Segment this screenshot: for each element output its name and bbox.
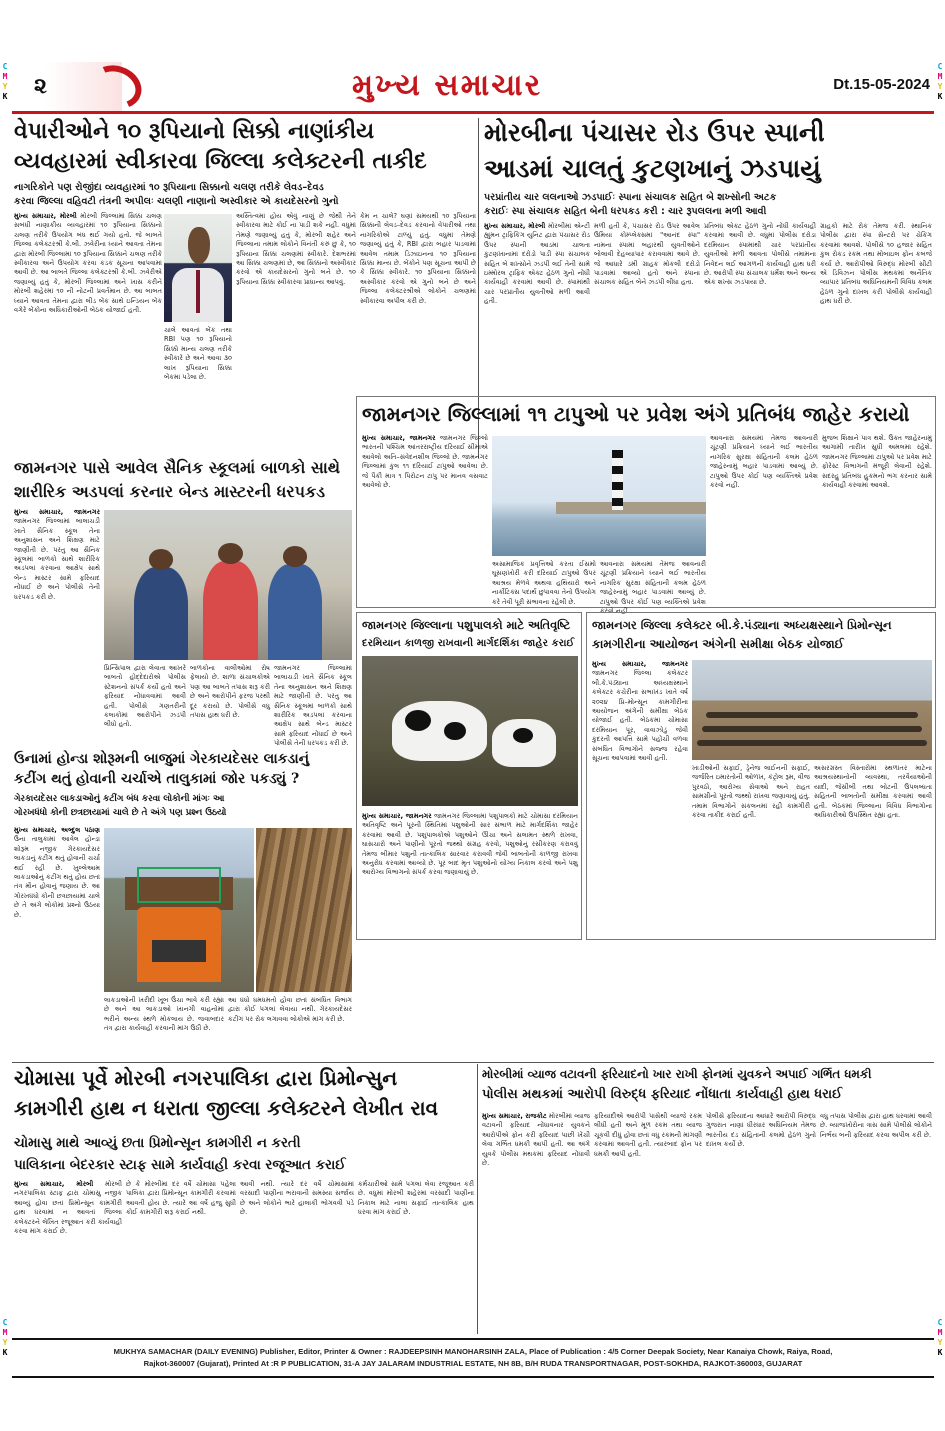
interest-body-col1: મુખ્ય સમાચાર, રાજકોટ મોરબીમાં વ્યાજ વટાવની ફરિયાદ નોંધાવનાર યુવકને આરોપીએ ફોન કરી ફરિયાદ પાછી ખેંચી લેવા ગર્ભિત ધમકી આપી હતી. આ અંગે યુવકે પોલીસ મથકમાં ફરિયાદ નોંધાવી છે. (482, 1112, 590, 1168)
registration-marks-left: C M Y K (2, 62, 8, 101)
morbi-monsoon-body-col4: કર્મચારીઓ સામે પગલાં લેવા રજૂઆત કરી છે. વધુમાં મોરબી શહેરમાં વરસાદી પાણીના નિકાલ માટે નાલા સફાઈ તાત્કાલિક હાથ ધરવા માંગ કરાઈ છે. (358, 1180, 474, 1217)
morbi-monsoon-body-col2: છે કે મોરબીમાં દર વર્ષે ચોમાસા પહેલા પાલિકા દ્વારા પ્રિમોન્સૂન કામગીરી કરવામાં આવતી હોય છે. ત્યારે આ વર્ષે હજુ સુધી કોઈ કામગીરી શરૂ કરાઈ નથી. (126, 1180, 236, 1217)
school-byline: મુખ્ય સમાચાર, જામનગર (14, 508, 100, 516)
premonsoon-jam-body-col1: મુખ્ય સમાચાર, જામનગર જામનગર જિલ્લા કલેક્ટર બી.કે.પંડ્યાના અધ્યક્ષસ્થાને કલેક્ટર કચેરીના સભાખંડ ખાતે વર્ષ ૨૦૨૪ પ્રિ–મોન્સૂન કામગીરીના આયોજન અંગેની સમીક્ષા બેઠક યોજાઈ હતી. બેઠકમાં ચોમાસા દરમિયાન પૂર, વાવાઝોડું જેવી કુદરતી આપત્તિ સામે પહોંચી વળવા સંબંધિત વિભાગોને સજ્જ રહેવા સૂચના આપવામાં આવી હતી. (592, 660, 688, 763)
spa-body-col1: મુખ્ય સમાચાર, મોરબી મોરબીમાં એન્ટી હ્યુમન ટ્રાફિકિંગ યુનિટ દ્વારા પંચાસર રોડ ઉપર સ્પાની આડમાં ચાલતા કુટણખાનામાં દરોડો પાડી સ્પા સંચાલક સહિત બે શખ્સોને ઝડપી લઈ તેની સામે ઇમ્મોરલ ટ્રાફિક એક્ટ હેઠળ ગુનો નોંધી કાર્યવાહી કરવામાં આવી છે. સ્પામાંથી ચાર પરપ્રાંતીય યુવતીઓ મળી આવી હતી. (484, 222, 590, 306)
registration-marks-left-bottom: C M Y K (2, 1318, 8, 1357)
school-body-col3: બાળકોના વાલીઓમાં રોષ ફેલાયો છે. શાળા સંચાલકોએ પણ આ બાબતે તપાસ શરૂ કરી છે અને આરોપીને ફરજ પરથી દૂર કરાયો છે. પોલીસે વધુ તપાસ હાથ ધરી છે. (190, 664, 270, 720)
registration-marks-right: C M Y K (937, 62, 943, 101)
coin-headline-1: વેપારીઓને ૧૦ રૂપિયાનો સિક્કો નાણાંકીય (14, 118, 375, 144)
cattle-byline: મુખ્ય સમાચાર, જામનગર (362, 812, 432, 820)
islands-headline: જામનગર જિલ્લામાં ૧૧ ટાપુઓ પર પ્રવેશ અંગે પ્રતિબંધ જાહેર કરાયો (362, 402, 910, 426)
morbi-monsoon-headline-1: ચોમાસા પૂર્વે મોરબી નગરપાલિકા દ્વારા પ્રિમોન્સુન (14, 1066, 398, 1090)
imprint-line-1: MUKHYA SAMACHAR (DAILY EVENING) Publisher, Editor, Printer & Owner : RAJDEEPSINH MANOHARSINH ZALA, Place of Publication : 4/5 Corner Deepak Society, Near Kanaiya Chowk, Raiya, Road, (113, 1347, 833, 1356)
issue-date: Dt.15-05-2024 (833, 76, 930, 93)
imprint-footer (12, 1338, 934, 1378)
morbi-monsoon-headline-2: કામગીરી હાથ ન ધરાતા જીલ્લા કલેક્ટરને લેખીત રાવ (14, 1096, 439, 1120)
interest-body-col4: વધુ તપાસ પોલીસ દ્વારા હાથ ધરવામાં આવી છે. વ્યાજખોરોના ત્રાસ સામે પોલીસે લોકોને નિર્ભય બની ફરિયાદ કરવા અપીલ કરી છે. (820, 1112, 932, 1139)
coin-caption: ચાલે આવતાં બેંક તથા RBI પણ ૧૦ રૂપિયાનો સિક્કો માન્ય ચલણ તરીકે સ્વીકારે છે અને આવા ૩૦ લાખ રૂપિયાના સિક્કા બેંકમાં પડેલા છે. (164, 326, 232, 382)
interest-body-col3: પોલીસે ફરિયાદના આધારે આરોપી વિરુદ્ધ ગુજરાત નાણાં ધીરધાર અધિનિયમ તેમજ ભારતીય દંડ સંહિતાની કલમો હેઠળ ગુનો દાખલ કર્યો છે. (706, 1112, 816, 1149)
section-divider (12, 1062, 934, 1063)
school-body-col4: જામનગર જિલ્લામાં બાલાચડી ખાતે સૈનિક સ્કૂલ તેના અનુશાસન અને શિક્ષણ માટે જાણીતી છે. પરંતુ આ સૈનિક સ્કૂલમાં બાળકો સાથે શારીરિક અડપલાં કરવાના આક્ષેપ સાથે બેન્ડ માસ્ટર સામે ફરિયાદ નોંધાઈ છે અને પોલીસે તેની ધરપકડ કરી છે. (274, 664, 352, 748)
truck-photo (104, 828, 254, 992)
una-kicker-1: ગેરકાયદેસર લાકડાઓનું કટીંગ બંધ કરવા લોકોની માંગઃ આ (14, 794, 225, 804)
morbi-monsoon-kicker-2: પાલિકાના બેદરકાર સ્ટાફ સામે કાર્યવાહી કરવા રજૂઆત કરાઈ (14, 1158, 346, 1173)
page-number-block (12, 62, 122, 111)
interest-headline-2: પોલીસ મથકમાં આરોપી વિરુદ્ધ ફરિયાદ નોંધાતા કાર્યવાહી હાથ ધરાઈ (482, 1087, 843, 1102)
coin-body-col3: કેમ ન ચાલે? ઘણાં સમયથી ૧૦ રૂપિયાના સિક્કાની લેવડ–દેવડ કરવાનો વેપારીઓ તથા નાગરિકોએ ટાળ્યું હતું. વધુમાં તેમણે જણાવ્યું હતું કે, RBI દ્વારા બહાર પાડવામાં આવેલ તમામ ડિઝાઇનના ૧૦ રૂપિયાના સિક્કા માન્ય છે. બેંકોને પણ સૂચના આપી છે કે સિક્કા સ્વીકારે. ૧૦ રૂપિયાના સિક્કાનો અસ્વીકાર કરવો એ ગુનો બને છે અને જિલ્લા કલેક્ટરશ્રીએ લોકોને ચલણમાં સ્વીકારવા અપીલ કરી છે. (360, 212, 476, 305)
collector-portrait-photo (164, 214, 232, 322)
swoosh-logo-icon (84, 58, 147, 115)
coin-kicker-2: કરવા જિલ્લા વહિવટી તંત્રની અપીલઃ ચલણી નાણાનો અસ્વીકાર એ કાયદેસરનો ગુનો (14, 196, 339, 207)
islands-body-col1: મુખ્ય સમાચાર, જામનગર જામનગર જિલ્લો ભારતની પશ્ચિમ આંતરરાષ્ટ્રીય દરિયાઈ સીમાએ આવેલો અતિ–સંવેદનશીલ જિલ્લો છે. જામનગર જિલ્લામાં કુલ ૧૧ દરિયાઈ ટાપુઓ આવેલા છે. જે પૈકી માત્ર ૧ પિરોટન ટાપુ પર માનવ વસવાટ આવેલો છે. (362, 434, 488, 490)
una-headline-2: કટીંગ થતું હોવાની ચર્ચાએ તાલુકામાં જોર પકડ્યું ? (14, 771, 300, 787)
school-body-col2: પ્રિન્સિપાલ દ્વારા લેવાતા આખરે બાબતો હોદ્દેદારોએ પોલીસ સ્ટેશનનો સંપર્ક કર્યો હતો અને ફરિયાદ નોંધાવવામાં આવી હતી. પોલીસે ગણતરીની કલાકોમાં આરોપીને ઝડપી લીધો હતો. (104, 664, 186, 729)
coin-headline-2: વ્યવહારમાં સ્વીકારવા જિલ્લા કલેક્ટરની તાકીદ (14, 148, 427, 174)
school-body-col1: મુખ્ય સમાચાર, જામનગર જામનગર જિલ્લામાં બાલાચડી ખાતે સૈનિક સ્કૂલ તેના અનુશાસન અને શિક્ષણ માટે જાણીતી છે. પરંતુ આ સૈનિક સ્કૂલમાં બાળકો સાથે શારીરિક અડપલાં કરવાના આક્ષેપ સાથે બેન્ડ માસ્ટર સામે ફરિયાદ નોંધાઈ છે અને પોલીસે તેની ધરપકડ કરી છે. (14, 508, 100, 601)
cattle-body: મુખ્ય સમાચાર, જામનગર જામનગર જિલ્લામાં પશુપાલકો માટે ચોમાસા દરમિયાન અતિવૃષ્ટિ અને પૂરની સ્થિતિમાં પશુઓની સાર સંભાળ માટે માર્ગદર્શિકા જાહેર કરવામાં આવી છે. પશુપાલકોએ પશુઓને ઊંચા અને સલામત સ્થળે રાખવા, ઘાસચારો અને પાણીનો પૂરતો જથ્થો સંગ્રહ કરવો, પશુઓનું રસીકરણ કરાવવું તેમજ બીમાર પશુની તાત્કાલિક સારવાર કરાવવી જેવી બાબતોની કાળજી રાખવા અનુરોધ કરવામાં આવ્યો છે. પૂર બાદ મૃત પશુઓનો યોગ્ય નિકાલ કરવો અને પશુ આરોગ્ય વિભાગનો સંપર્ક કરવા જણાવાયું છે. (362, 812, 578, 877)
registration-marks-right-bottom: C M Y K (937, 1318, 943, 1357)
arrest-photo (104, 510, 352, 660)
spa-byline: મુખ્ય સમાચાર, મોરબી (484, 222, 546, 230)
column-divider-bottom (477, 1064, 478, 1334)
logs-photo (256, 828, 352, 992)
cattle-headline-1: જામનગર જિલ્લાના પશુપાલકો માટે અતિવૃષ્ટિ (362, 618, 571, 632)
coin-body-col1: મુખ્ય સમાચાર, મોરબી મોરબી જિલ્લામાં સિક્કા ચલણ સબંધી નાણાકીય વ્યવહારમાં ૧૦ રૂપિયાના સિક્કાનો ચલણ તરીકે ઉપયોગ બંધ થઈ ગયો હતો. જે બાબતે જિલ્લા કલેક્ટરશ્રી કે.બી. ઝવેરીના ધ્યાને આવતા તેમના દ્વારા મોરબી જિલ્લામાં ૧૦ રૂપિયાના સિક્કાને ચલણ તરીકે સ્વીકારવા અને ઉપયોગ કરવા કડક સૂચના આપવામાં આવી છે. આ બાબતે જિલ્લા કલેક્ટરશ્રી કે.બી. ઝવેરીએ જણાવ્યું હતું કે, મોરબી જિલ્લામાં અને ખાસ કરીને મોરબી શહેરમાં ૧૦ ની નોટની પ્રવર્તમાન છે. આ બાબત ધ્યાને આવતા તેમના દ્વારા લીડ બેંક સાથે ઇન્ડિયન બેંક વગેરે બેંકોના અધિકારીઓની બેઠક યોજાઈ હતી. (14, 212, 162, 315)
interest-body-col2: ફરિયાદીએ આરોપી પાસેથી વ્યાજે રકમ લીધી હતી અને મૂળ રકમ તથા વ્યાજ ચૂકવી દીધું હોવા છતાં વધુ રકમની માંગણી કરવામાં આવતી હતી. ત્યારબાદ ફોન પર ધમકી આપી હતી. (594, 1112, 702, 1158)
spa-body-col3: પ્રતિબંધ એક્ટ હેઠળ ગુનો નોંધી કાર્યવાહી કરવામાં આવી છે. વધુમાં પોલીસ દરોડા દરમિયાન સ્પામાંથી ચાર પરપ્રાંતીય યુવતીઓ મળી આવતા પોલીસે તમામના નિવેદન લઈ આગળની કાર્યવાહી હાથ ધરી છે. આરોપી સ્પા સંચાલક ધર્મેશ અને અન્ય એક શખ્સ ઝડપાયા છે. (704, 222, 816, 287)
islands-body-col3: આવનારા સમયમાં તેમજ આવનારી ચૂંટણી પ્રક્રિયાને ધ્યાને લઈ ભારતીય નાગરિક સુરક્ષા સંહિતાની કલમ હેઠળ જાહેરનામું બહાર પાડવામાં આવ્યું છે. ટાપુઓ ઉપર કોઈ પણ વ્યક્તિએ પ્રવેશ કરવો નહીં. (600, 560, 706, 616)
una-byline: મુખ્ય સમાચાર, અબ્દુલ પઠાણ (14, 826, 100, 834)
cattle-headline-2: દરમિયાન કાળજી રાખવાની માર્ગદર્શિકા જાહેર કરાઈ (362, 637, 575, 649)
premonsoon-jam-headline-1: જામનગર જિલ્લા કલેક્ટર બી.કે.પંડ્યાના અધ્યક્ષસ્થાને પ્રિમોન્સૂન (592, 618, 892, 632)
islands-byline: મુખ્ય સમાચાર, જામનગર (362, 434, 436, 442)
una-body-col2: લાકડાઓની ખરીદી ખૂબ ઉંચા ભાવે કરી રહ્યા છે અને આ લાકડાઓ ખાનગી વાહનોમાં ભરીને અન્ય સ્થળે મોકલાય છે. જવાબદાર તંત્ર દ્વારા કાર્યવાહી કરવાની માંગ ઉઠી છે. (104, 996, 224, 1033)
una-headline-1: ઉનામાં હોન્ડા શોરૂમની બાજુમાં ગેરકાયદેસર લાકડાનું (14, 751, 310, 767)
interest-byline: મુખ્ય સમાચાર, રાજકોટ (482, 1112, 547, 1120)
islands-body-col4: આવનારા સમયમાં તેમજ આવનારી ચૂંટણી પ્રક્રિયાને ધ્યાને લઈ ભારતીય નાગરિક સુરક્ષા સંહિતાની કલમ હેઠળ જાહેરનામું બહાર પાડવામાં આવ્યું છે. ટાપુઓ ઉપર કોઈ પણ વ્યક્તિએ પ્રવેશ કરવો નહીં. (710, 434, 818, 490)
masthead (12, 62, 934, 114)
morbi-monsoon-body-col3: આવી નથી. ત્યારે દર વર્ષે ચોમાસામાં વરસાદી પાણીના ભરાવાની સમસ્યા સર્જાય છે અને લોકોને ભારે હાલાકી ભોગવવી પડે છે. (240, 1180, 354, 1217)
section-title: મુખ્ય સમાચાર (352, 68, 543, 103)
morbi-monsoon-body-col1: મુખ્ય સમાચાર, મોરબી મોરબી નગરપાલિકા સ્ટાફ દ્વારા ચોમાસુ નજીક આવ્યું હોવા છતાં પ્રિમોન્સૂન કામગીરી હાથ ધરવામાં ન આવતાં જિલ્લા કલેક્ટરને લેખિત રજૂઆત કરી કાર્યવાહી કરવા માંગ કરાઈ છે. (14, 1180, 122, 1236)
spa-body-col4: ગ્રાહકો માટે રોક તેમજ કરી. સ્થાનિક પોલીસ દ્વારા સ્પા સેન્ટરો પર ચેકિંગ કરવામાં આવશે. પોલીસે ૧૦ હજાર સહિત કુલ રોકડ રકમ તથા મોબાઇલ ફોન કબજે કર્યા છે. આરોપીઓ વિરુદ્ધ મોરબી સીટી એ ડિવિઝન પોલીસ મથકમાં અનૈતિક વ્યાપાર પ્રતિબંધ અધિનિયમની વિવિધ કલમ હેઠળ ગુનો દાખલ કરી પોલીસે કાર્યવાહી હાથ ધરી છે. (820, 222, 932, 306)
interest-headline-1: મોરબીમાં વ્યાજ વટાવની ફરિયાદનો ખાર રાખી ફોનમાં યુવકને અપાઈ ગર્ભિત ધમકી (482, 1067, 872, 1081)
spa-kicker-2: કરાઈઃ સ્પા સંચાલક સહિત બેની ધરપકડ કરી : ચાર રૂપલલના મળી આવી (484, 206, 767, 217)
imprint-line-2: Rajkot-360007 (Gujarat), Printed At :R P PUBLICATION, 31-A JAY JALARAM INDUSTRIAL ESTATE, NH 8B, B/H RUDA TRANSPORTNAGAR, POST-SOKHDA, RAJKOT-360003, GUJARAT (143, 1359, 803, 1368)
islands-body-col2: અસામાજિક પ્રવૃત્તિઓ કરતા ઈસમો ઘૂસણખોરી કરી દરિયાઈ ટાપુઓ ઉપર આશ્રય મેળવે અથવા હથિયારો અને નાર્કોટિક્સ પદાર્થ છુપાવવા તેનો ઉપયોગ કરે તેવી પૂરી સંભાવના રહેલી છે. (492, 560, 596, 606)
premonsoon-jam-headline-2: કામગીરીના આયોજન અંગેની સમીક્ષા બેઠક યોજાઈ (592, 637, 844, 651)
premonsoon-jam-byline: મુખ્ય સમાચાર, જામનગર (592, 660, 688, 668)
spa-headline-2: આડમાં ચાલતું કુટણખાનું ઝડપાયું (484, 154, 821, 183)
spa-body-col2: મળી હતી કે, પંચાસર રોડ ઉપર આવેલ ઉમિયા કોમ્પ્લેક્સમાં "આનંદ સ્પા" નામના સ્પામાં બહારથી યુવતીઓને બોલાવી દેહવ્યાપાર કરાવવામાં આવે છે. જે આધારે ડમી ગ્રાહક મોકલી દરોડો પાડવામાં આવ્યો હતો અને સ્પાના સંચાલક સહિત બેને ઝડપી લીધા હતા. (594, 222, 700, 287)
premonsoon-jam-body-col2: ખાડીઓની સફાઈ, ડ્રેનેજ લાઈનની સફાઈ, જર્જરિત ઇમારતોની ઓળખ, કંટ્રોલ રૂમ, વીજ પુરવઠો, આરોગ્ય સેવાઓ અને રાહત સામગ્રીનો પૂરતો જથ્થો રાખવા જણાવાયું હતું. તમામ વિભાગોને સંકલનમાં રહી કામગીરી કરવા તાકીદ કરાઈ હતી. (692, 764, 810, 820)
morbi-monsoon-byline: મુખ્ય સમાચાર, મોરબી (14, 1180, 94, 1188)
morbi-monsoon-kicker-1: ચોમાસુ માથે આવ્યું છતા પ્રિમોન્સૂન કામગીરી ન કરતી (14, 1136, 301, 1151)
spa-headline-1: મોરબીના પંચાસર રોડ ઉપર સ્પાની (484, 118, 825, 147)
una-kicker-2: ગોરખધંધો કોની છત્રછાયામાં ચાલે છે તે અંગે પણ પ્રશ્ન ઉઠયો (14, 808, 227, 818)
school-headline-2: શારીરિક અડપલાં કરનાર બેન્ડ માસ્ટરની ધરપકડ (14, 482, 326, 501)
meeting-photo (692, 660, 932, 760)
islands-body-col5: મુજબ શિક્ષાને પાત્ર થશે. ઉક્ત જાહેરનામું આગામી તારીખ સુધી અમલમાં રહેશે. જામનગર જિલ્લામાં ટાપુઓ પર પ્રવેશ માટે ફોરેસ્ટ વિભાગની મંજૂરી લેવાની રહેશે. સદરહુ પ્રતિબંધ હુકમનો ભંગ કરનાર સામે કાર્યવાહી કરવામાં આવશે. (822, 434, 932, 490)
school-headline-1: જામનગર પાસે આવેલ સૈનિક સ્કૂલમાં બાળકો સાથે (14, 458, 341, 477)
page-number: ૨ (34, 74, 47, 99)
lighthouse-photo (492, 436, 706, 556)
coin-kicker-1: નાગરિકોને પણ રોજીંદા વ્યવહારમાં ૧૦ રૂપિયાના સિક્કાનો ચલણ તરીકે લેવડ–દેવડ (14, 182, 324, 193)
spa-kicker-1: પરપ્રાંતીય ચાર લલનાઓ ઝડપાઈઃ સ્પાના સંચાલક સહિત બે શખ્સોની અટક (484, 192, 777, 203)
premonsoon-jam-body-col3: અસરગ્રસ્ત વિસ્તારોમાં સ્થળાંતર માટેના આશ્રયસ્થાનોની વ્યવસ્થા, તરવૈયાઓની યાદી, જેસીબી તથા બોટની ઉપલબ્ધતા સહિતની બાબતોની સમીક્ષા કરવામાં આવી હતી. બેઠકમાં જિલ્લાના વિવિધ વિભાગોના અધિકારીઓ ઉપસ્થિત રહ્યા હતા. (814, 764, 932, 820)
coin-byline: મુખ્ય સમાચાર, મોરબી (14, 212, 77, 220)
coin-body-col2: અસ્તિત્વમાં હોય એવું નાણું છે જેથી તેને સ્વીકારવા માટે કોઈ ના પાડી શકે નહીં. વધુમાં તેમણે જણાવ્યું હતું કે, મોરબી શહેર અને જિલ્લાના તમામ લોકોને વિનંતી કરું છું કે, ૧૦ રૂપિયાના સિક્કા ચલણમાં સ્વીકારે. દેશભરમાં આ સિક્કા ચલણમાં છે, આ સિક્કાનો અસ્વીકાર કરવો એ કાયદેસરનો ગુનો બને છે. ૧૦ રૂપિયાના સિક્કા સ્વીકારવા પ્રાધાન્ય આપવું. (236, 212, 356, 286)
una-body-col1: મુખ્ય સમાચાર, અબ્દુલ પઠાણ ઉના તાલુકામાં આવેલ હોન્ડા શોરૂમ નજીક ગેરકાયદેસર લાકડાનું કટીંગ થતું હોવાની ચર્ચા થઈ રહી છે. ખુલ્લેઆમ લાકડાઓનું કટીંગ થતું હોય છતાં તંત્ર મૌન હોવાનું જણાય છે. આ ગોરખધંધો કોની છત્રછાયામાં ચાલે છે તે અંગે લોકોમાં પ્રશ્નો ઉઠયા છે. (14, 826, 100, 919)
cattle-photo (362, 656, 578, 806)
una-body-col3: આ ધંધો ધમધમતો હોવા છતાં સંબંધિત વિભાગ દ્વારા કોઈ પગલાં લેવાયા નથી. ગેરકાયદેસર કટીંગ પર રોક લગાવવા લોકોએ માંગ કરી છે. (228, 996, 352, 1023)
